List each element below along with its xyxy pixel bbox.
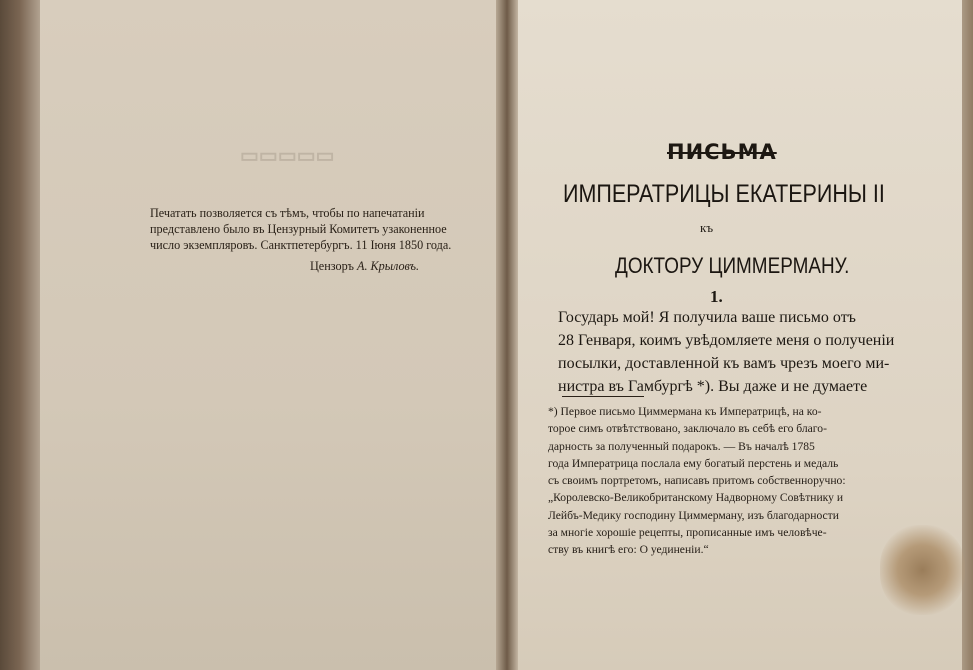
- censor-line: представлено было въ Цензурный Комитетъ узаконенное: [150, 222, 447, 236]
- body-line: Государь мой! Я получила ваше письмо отъ: [558, 309, 856, 326]
- footnote-line: съ своимъ портретомъ, написавъ притомъ собственноручно:: [548, 474, 846, 488]
- body-line: нистра въ Гамбургѣ *). Вы даже и не думаете: [558, 378, 868, 395]
- letter-body: [558, 306, 903, 398]
- book-gutter: [496, 0, 518, 670]
- footnote: [548, 403, 903, 559]
- title-recipient: ДОКТОРУ ЦИММЕРМАНУ.: [615, 253, 850, 278]
- censor-label: Цензоръ: [310, 259, 354, 273]
- footnote-line: Лейбъ-Медику господину Циммерману, изъ благодарности: [548, 508, 839, 522]
- footnote-line: года Императрица послала ему богатый перстень и медаль: [548, 456, 839, 470]
- footnote-line: *) Первое письмо Циммермана къ Императрицѣ, на ко-: [548, 405, 822, 418]
- title-preposition: къ: [700, 220, 714, 235]
- footnote-divider: [562, 396, 644, 397]
- footnote-line: ству въ книгѣ его: О уединеніи.“: [548, 543, 709, 557]
- footnote-line: дарность за полученный подарокъ. — Въ началѣ 1785: [548, 439, 815, 453]
- letter-number: 1.: [710, 287, 723, 306]
- title-main: ИМПЕРАТРИЦЫ ЕКАТЕРИНЫ II: [563, 180, 885, 208]
- footnote-line: торое симъ отвѣтствовано, заключало въ себѣ его благо-: [548, 422, 827, 436]
- title-small: ПИСЬМА: [667, 140, 777, 164]
- censor-line: Печатать позволяется съ тѣмъ, чтобы по напечатаніи: [150, 206, 425, 220]
- body-line: 28 Генваря, коимъ увѣдомляете меня о полученіи: [558, 332, 895, 349]
- censor-permission: [150, 205, 495, 274]
- footnote-line: „Королевско-Великобританскому Надворному Совѣтнику и: [548, 491, 844, 505]
- footnote-line: за многіе хорошіе рецепты, прописанные имъ человѣче-: [548, 526, 827, 540]
- body-line: посылки, доставленной къ вамъ чрезъ моего ми-: [558, 355, 890, 372]
- left-page: [40, 0, 500, 670]
- bleed-through-title: ▭▭▭▭▭: [240, 145, 335, 167]
- censor-name: А. Крыловъ.: [357, 259, 420, 273]
- censor-line: число экземпляровъ. Санктпетербургъ. 11 Іюня 1850 года.: [150, 238, 452, 252]
- censor-signature: [150, 258, 495, 274]
